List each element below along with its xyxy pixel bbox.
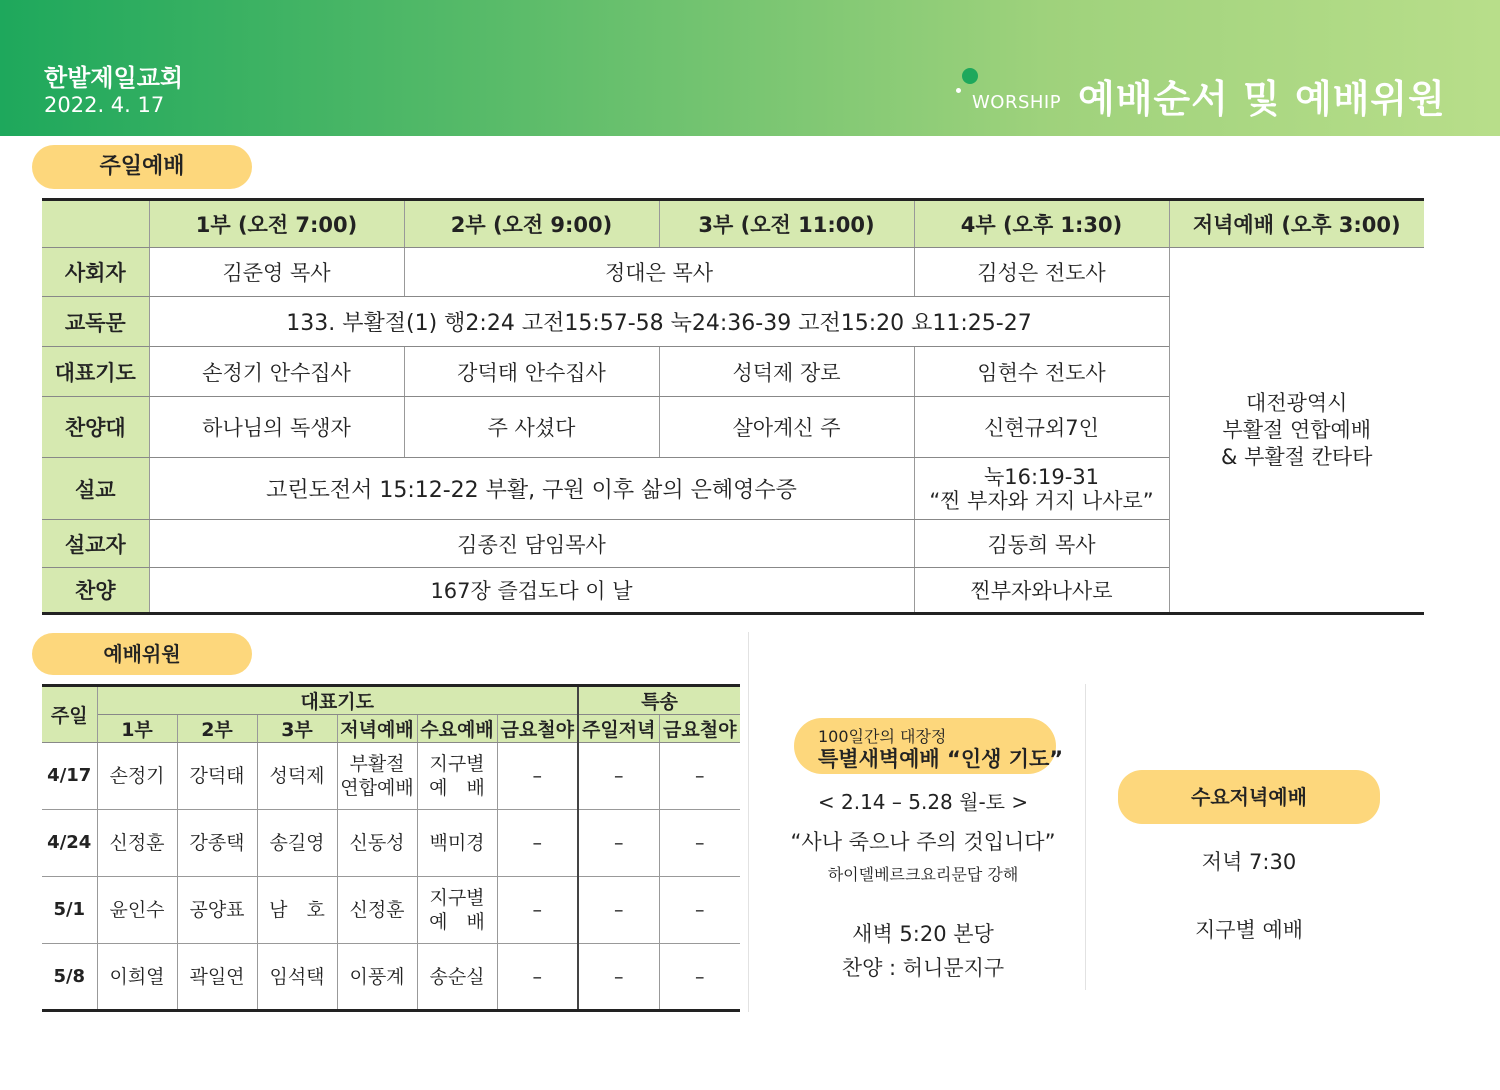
hymn-service-4: 찐부자와나사로 — [914, 568, 1169, 614]
roster-s-sun-evening: – — [578, 743, 659, 810]
preacher-service-4: 김동희 목사 — [914, 520, 1169, 568]
hymn-main: 167장 즐겁도다 이 날 — [149, 568, 914, 614]
row-label-hymn: 찬양 — [42, 568, 149, 614]
roster-p-wed: 백미경 — [417, 810, 497, 877]
dawn-prayer-period: < 2.14 – 5.28 월-토 > — [817, 790, 1029, 814]
dawn-prayer-praise: 찬양 : 허니문지구 — [841, 956, 1005, 980]
evening-line-1: 대전광역시 — [1246, 390, 1348, 415]
roster-p-wed — [417, 743, 497, 810]
table-row — [42, 877, 740, 944]
roster-p2: 강덕태 — [177, 743, 257, 810]
row-label-preacher: 설교자 — [42, 520, 149, 568]
sunday-worship-label: 주일예배 — [32, 145, 252, 189]
col-sunday: 주일 — [42, 686, 97, 743]
roster-p2: 강종택 — [177, 810, 257, 877]
row-label-prayer: 대표기도 — [42, 347, 149, 397]
table-header-row — [42, 200, 1424, 248]
col-p-wed: 수요예배 — [417, 715, 497, 743]
host-service-2-3: 정대은 목사 — [404, 248, 914, 297]
roster-date: 4/24 — [42, 810, 97, 877]
row-label-choir: 찬양대 — [42, 397, 149, 458]
table-row — [42, 810, 740, 877]
roster-p-evening: 신정훈 — [337, 877, 417, 944]
wednesday-time: 저녁 7:30 — [1201, 850, 1297, 874]
roster-p-wed: 송순실 — [417, 944, 497, 1011]
bulletin-date: 2022. 4. 17 — [44, 93, 165, 117]
roster-p3: 송길영 — [257, 810, 337, 877]
col-service-1: 1부 (오전 7:00) — [149, 200, 404, 248]
row-label-reading: 교독문 — [42, 297, 149, 347]
col-p-fri: 금요철야 — [497, 715, 578, 743]
col-p1: 1부 — [97, 715, 177, 743]
col-group-prayer: 대표기도 — [97, 686, 578, 715]
roster-header-row-2 — [42, 715, 740, 743]
roster-s-sun-evening: – — [578, 877, 659, 944]
sermon-4-title: “찐 부자와 거지 나사로” — [929, 488, 1154, 513]
corner-cell — [42, 200, 149, 248]
roster-p3: 임석택 — [257, 944, 337, 1011]
wednesday-worship-label: 수요저녁예배 — [1118, 770, 1380, 824]
col-s-fri: 금요철야 — [659, 715, 740, 743]
col-p3: 3부 — [257, 715, 337, 743]
roster-p-wed-l1: 지구별 — [429, 753, 485, 775]
dawn-prayer-title: 특별새벽예배 “인생 기도” — [818, 747, 1064, 771]
col-s-sun-evening: 주일저녁 — [578, 715, 659, 743]
table-row — [42, 944, 740, 1011]
table-row — [42, 743, 740, 810]
roster-p-evening-l2: 연합예배 — [340, 777, 414, 799]
roster-date: 5/8 — [42, 944, 97, 1011]
roster-p-evening-l1: 부활절 — [349, 753, 405, 775]
col-service-2: 2부 (오전 9:00) — [404, 200, 659, 248]
host-service-4: 김성은 전도사 — [914, 248, 1169, 297]
prayer-service-3: 성덕제 장로 — [659, 347, 914, 397]
roster-p2: 곽일연 — [177, 944, 257, 1011]
roster-s-fri: – — [659, 743, 740, 810]
evening-line-2: 부활절 연합예배 — [1222, 417, 1372, 442]
roster-p1: 신정훈 — [97, 810, 177, 877]
evening-worship-info — [1169, 248, 1424, 614]
worship-en-label: WORSHIP — [972, 92, 1062, 113]
roster-p-fri: – — [497, 944, 578, 1011]
roster-date: 4/17 — [42, 743, 97, 810]
wednesday-note: 지구별 예배 — [1194, 918, 1304, 942]
roster-p-wed-l2: 예 배 — [429, 777, 485, 799]
table-row — [42, 248, 1424, 297]
roster-p-wed-l2: 예 배 — [429, 911, 485, 933]
col-p2: 2부 — [177, 715, 257, 743]
sermon-4-scripture: 눅16:19-31 — [983, 464, 1100, 489]
col-service-3: 3부 (오전 11:00) — [659, 200, 914, 248]
responsive-reading: 133. 부활절(1) 행2:24 고전15:57-58 눅24:36-39 고전15:20 요11:25-27 — [149, 297, 1169, 347]
prayer-service-4: 임현수 전도사 — [914, 347, 1169, 397]
dawn-prayer-time: 새벽 5:20 본당 — [852, 922, 994, 946]
page-title: 예배순서 및 예배위원 — [1078, 77, 1446, 121]
roster-header-row-1 — [42, 686, 740, 715]
roster-s-fri: – — [659, 944, 740, 1011]
roster-p-wed-l1: 지구별 — [429, 887, 485, 909]
roster-s-sun-evening: – — [578, 944, 659, 1011]
col-group-special: 특송 — [578, 686, 740, 715]
col-service-4: 4부 (오후 1:30) — [914, 200, 1169, 248]
host-service-1: 김준영 목사 — [149, 248, 404, 297]
church-name: 한밭제일교회 — [44, 64, 184, 92]
roster-p-evening — [337, 743, 417, 810]
worship-roster-table — [42, 684, 740, 1012]
col-evening: 저녁예배 (오후 3:00) — [1169, 200, 1424, 248]
roster-p1: 윤인수 — [97, 877, 177, 944]
roster-p2: 공양표 — [177, 877, 257, 944]
col-p-evening: 저녁예배 — [337, 715, 417, 743]
dot-decoration-icon — [962, 68, 978, 84]
dot-small-decoration-icon — [956, 88, 961, 93]
worship-committee-label: 예배위원 — [32, 633, 252, 675]
roster-p3: 성덕제 — [257, 743, 337, 810]
row-label-sermon: 설교 — [42, 458, 149, 520]
roster-s-fri: – — [659, 810, 740, 877]
preacher-main: 김종진 담임목사 — [149, 520, 914, 568]
choir-service-3: 살아계신 주 — [659, 397, 914, 458]
roster-p-fri: – — [497, 810, 578, 877]
prayer-service-1: 손정기 안수집사 — [149, 347, 404, 397]
choir-service-2: 주 사셨다 — [404, 397, 659, 458]
header-banner — [0, 0, 1500, 136]
choir-service-1: 하나님의 독생자 — [149, 397, 404, 458]
divider — [1085, 684, 1086, 990]
roster-s-fri: – — [659, 877, 740, 944]
sunday-worship-table — [42, 198, 1424, 615]
roster-p1: 이희열 — [97, 944, 177, 1011]
roster-p-wed — [417, 877, 497, 944]
roster-s-sun-evening: – — [578, 810, 659, 877]
roster-p1: 손정기 — [97, 743, 177, 810]
roster-p-evening: 신동성 — [337, 810, 417, 877]
evening-line-3: & 부활절 칸타타 — [1221, 444, 1373, 469]
roster-p-evening: 이풍계 — [337, 944, 417, 1011]
roster-p-fri: – — [497, 743, 578, 810]
row-label-host: 사회자 — [42, 248, 149, 297]
divider — [748, 632, 749, 1012]
roster-p3: 남 호 — [257, 877, 337, 944]
sermon-main: 고린도전서 15:12-22 부활, 구원 이후 삶의 은혜영수증 — [149, 458, 914, 520]
roster-date: 5/1 — [42, 877, 97, 944]
dawn-prayer-theme: “사나 죽으나 주의 것입니다” — [790, 830, 1056, 854]
dawn-prayer-subtitle: 100일간의 대장정 — [818, 727, 947, 746]
roster-p-fri: – — [497, 877, 578, 944]
prayer-service-2: 강덕태 안수집사 — [404, 347, 659, 397]
dawn-prayer-series: 하이델베르크요리문답 강해 — [827, 865, 1019, 884]
choir-service-4: 신현규외7인 — [914, 397, 1169, 458]
sermon-service-4 — [914, 458, 1169, 520]
